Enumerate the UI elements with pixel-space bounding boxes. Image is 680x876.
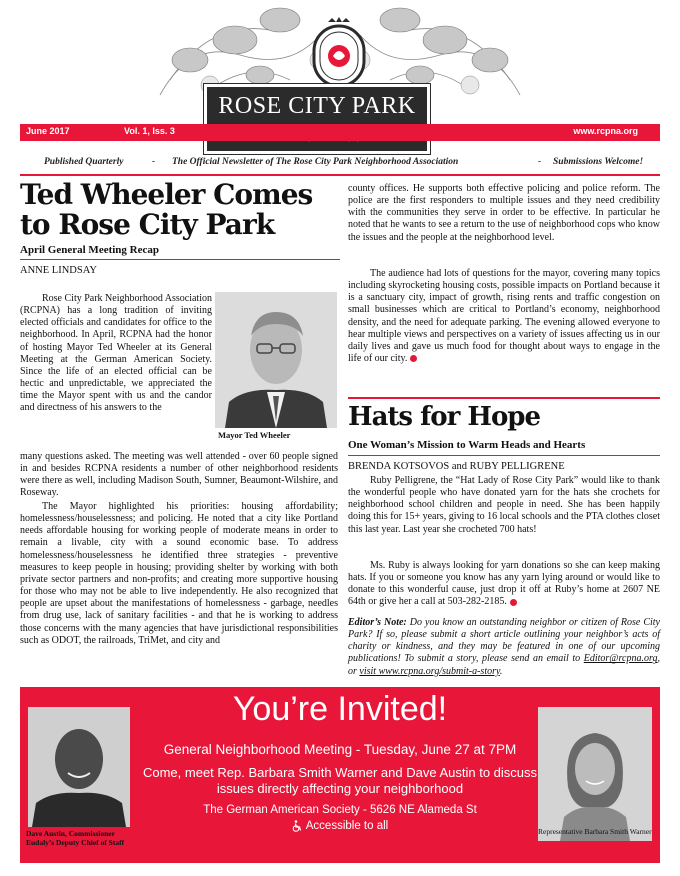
article2-paragraph-2-text: Ms. Ruby is always looking for yarn donations so she can keep making hats. If you or someone you know has any yarn lying around or would like to donate to this wonderful cause, just drop it off at Ruby’s home at 2607 NE 64th or give her a call at 503-282-2185. — [348, 560, 660, 608]
article2-paragraph-2 — [348, 560, 660, 609]
meeting-date-line: General Neighborhood Meeting - Tuesday, June 27 at 7PM — [163, 742, 517, 757]
dave-austin-caption-line1: Dave Austin, Commissioner — [26, 829, 115, 838]
meeting-location: The German American Society - 5626 NE Alameda St — [203, 804, 477, 816]
article1-deck-rule — [20, 259, 340, 260]
rose-end-mark-icon — [510, 599, 517, 606]
article2-paragraph-1: Ruby Pelligrene, the “Hat Lady of Rose City Park” would like to thank the wonderful people who have donated yarn for the hats she crochets for neighborhood school children and people in need. She has been happily doing this for 15+ years, giving to 16 local schools and the PTA clothes closet this last year. Last year she crocheted 700 hats! — [348, 475, 660, 535]
newsletter-title-line1: ROSE CITY PARK — [218, 93, 416, 119]
editors-note-text: Do you know an outstanding neighbor or citizen of Rose City Park? If so, please submit a short article outlining your neighbor’s acts of charity or kindness, and they may be featured in one of our upcoming publications! To submit a story, please send an email to — [348, 617, 660, 665]
article1-paragraph-1-cont: many questions asked. The meeting was well attended - over 60 people signed in and besides RCPNA residents a number of other neighborhood residents were there as well, including Madison South, Sumner, Beaumont-Wilshire, and Roseway. — [20, 451, 338, 499]
article2-byline: BRENDA KOTSOVOS and RUBY PELLIGRENE — [348, 461, 565, 472]
submit-story-link[interactable]: visit www.rcpna.org/submit-a-story — [359, 665, 500, 677]
tagline-sep-2: - — [538, 157, 542, 167]
tagline — [20, 155, 660, 171]
invite-title: You’re Invited! — [232, 690, 448, 728]
editors-note-label: Editor’s Note: — [348, 617, 407, 628]
issue-number: Vol. 1, Iss. 3 — [124, 126, 175, 136]
dave-austin-caption-line2: Eudaly’s Deputy Chief of Staff — [26, 838, 125, 847]
tagline-center: The Official Newsletter of The Rose City Park Neighborhood Association — [172, 157, 459, 167]
editors-note-end: . — [499, 665, 503, 677]
invite-description-line1: Come, meet Rep. Barbara Smith Warner and Dave Austin to discuss — [142, 765, 538, 780]
article2-headline: Hats for Hope — [348, 402, 541, 432]
editors-note — [348, 617, 660, 678]
mayor-photo — [215, 292, 337, 428]
tagline-right: Submissions Welcome! — [553, 157, 644, 167]
top-divider — [20, 174, 660, 176]
masthead — [0, 0, 680, 150]
article1-deck: April General Meeting Recap — [20, 244, 159, 256]
issue-info-bar — [20, 124, 660, 141]
article1-paragraph-4-text: The audience had lots of questions for the mayor, covering many topics including skyrocketing housing costs, possible impacts on Portland because it is a sanctuary city, impact of growth, rising rents and traffic congestion on small businesses which are critical to Portland’s economy, neighborhood density, and the need for adequate parking. The evening allowed everyone to hear multiple views and perspectives on a variety of issues affecting us in our daily lives and gave us much food for thought about ways to engage in the life of our city. — [348, 268, 660, 365]
accessibility-text: Accessible to all — [305, 820, 389, 833]
article1-paragraph-4 — [348, 268, 660, 365]
article2-deck-rule — [348, 455, 660, 456]
article1-paragraph-1: Rose City Park Neighborhood Association (RCPNA) has a long tradition of inviting elected officials and candidates for office to the neighborhood. In April, RCPNA had the honor of hosting Mayor Ted Wheeler at its General Meeting at the German American Society. Since the life of an elected official can be hectic and unpredictable, we appreciated the time the Mayor spent with us and the candor and directness of his answers to the — [20, 293, 212, 414]
tagline-left: Published Quarterly — [44, 157, 124, 167]
barbara-smith-warner-caption: Representative Barbara Smith Warner — [538, 827, 652, 836]
article1-byline: ANNE LINDSAY — [20, 265, 97, 276]
issue-date: June 2017 — [26, 126, 70, 136]
article2-top-rule — [348, 397, 660, 399]
mayor-photo-caption: Mayor Ted Wheeler — [218, 430, 291, 440]
article1-paragraph-2: The Mayor highlighted his priorities: housing affordability; homelessness/houselessness; and policing. He noted that a city like Portland needs affordable housing for working people of moderate means in order to remain a livable, city with a sound economic base. To address homelessness/houselessness he identified three strategies - preventive measures to keep people in housing; providing shelter by working with both private sector partners and non-profits; and creating more supportive housing for those who may not be able to live independently. He also recognized that people are upset about the manifestations of homelessness - garbage, needles from drug use, lack of sanitary facilities - and that he is working to address those concerns with the many agencies that have jurisdictional responsibilities such as ODOT, the railroads, TriMet, and city and — [20, 501, 338, 646]
invite-description-line2: issues directly affecting your neighborhood — [216, 781, 464, 796]
barbara-smith-warner-photo — [538, 707, 652, 841]
newsletter-title-box — [204, 84, 430, 154]
editor-email-link[interactable]: Editor@rcpna.org — [583, 653, 658, 665]
wheelchair-icon — [292, 820, 302, 832]
article2-deck: One Woman’s Mission to Warm Heads and Hearts — [348, 439, 586, 451]
editors-note-text-2: , or — [348, 653, 660, 677]
article1-paragraph-3: county offices. He supports both effective policing and police reform. The police are the first responders to multiple issues and they need credibility with the communities they serve in order to be effective. In particular he noted that he wants to see a return to the use of neighborhood cops who know the issues and the people at the neighborhood level. — [348, 183, 660, 243]
website-link[interactable]: www.rcpna.org — [573, 126, 638, 136]
invite-banner — [20, 687, 660, 863]
tagline-sep-1: - — [152, 157, 156, 167]
rose-end-mark-icon — [410, 355, 417, 362]
article1-headline: Ted Wheeler Comes to Rose City Park — [20, 178, 313, 241]
